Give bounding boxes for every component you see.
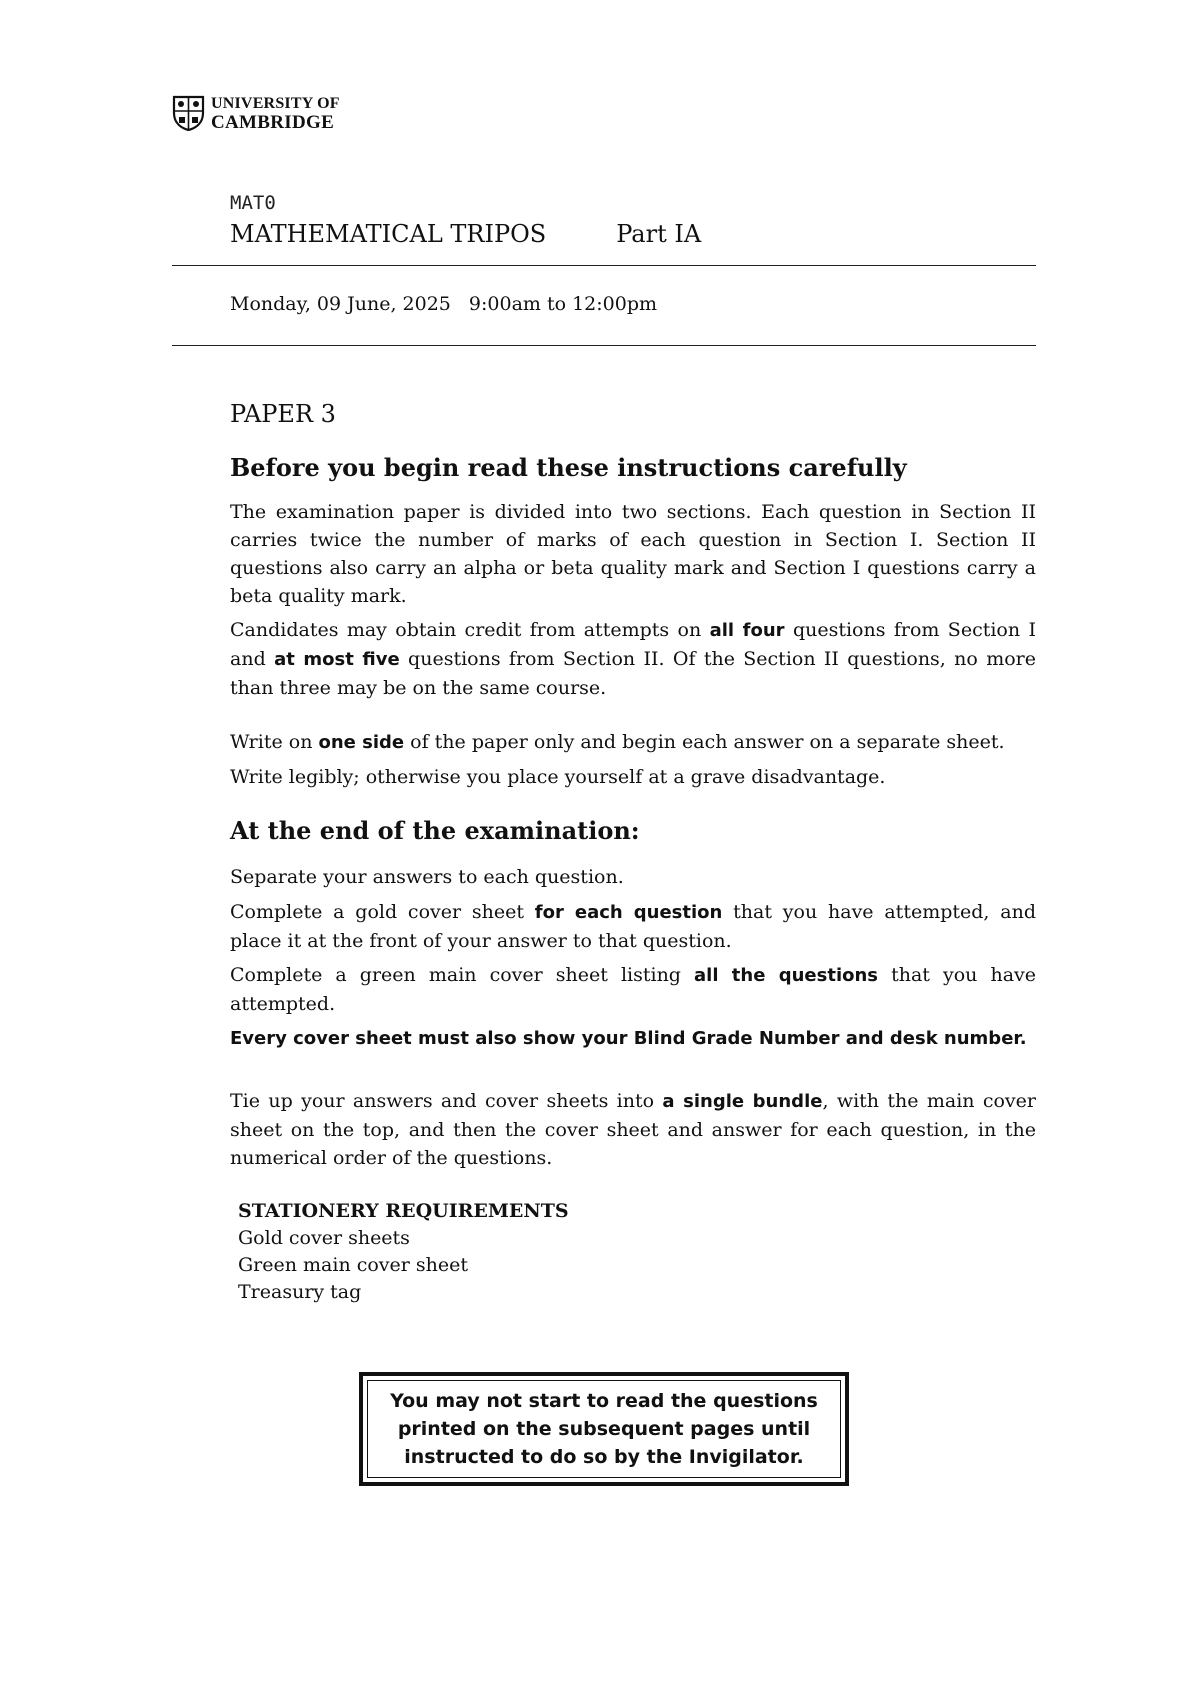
- exam-title-row: [230, 220, 701, 248]
- logo-wordmark: [211, 94, 340, 132]
- top-rule: [172, 265, 1036, 266]
- instructions-paragraph-4: Write legibly; otherwise you place yourself at a grave disadvantage.: [230, 766, 886, 788]
- instructions-heading: Before you begin read these instructions carefully: [230, 453, 907, 482]
- notice-line-1: You may not start to read the questions: [390, 1390, 818, 1412]
- exam-date: Monday, 09 June, 2025: [230, 293, 451, 315]
- exam-datetime: [230, 293, 657, 315]
- end-paragraph-2: Complete a gold cover sheet for each question that you have attempted, and place it at the front of your answer to that question.: [230, 901, 1036, 952]
- university-crest-icon: [172, 95, 205, 131]
- notice-line-2: printed on the subsequent pages until: [397, 1418, 811, 1440]
- end-heading: At the end of the examination:: [230, 816, 640, 845]
- instructions-paragraph-3: Write on one side of the paper only and begin each answer on a separate sheet.: [230, 731, 1005, 753]
- invigilator-notice: [367, 1380, 841, 1478]
- logo-line-2: CAMBRIDGE: [211, 112, 335, 133]
- logo-line-1: UNIVERSITY OF: [211, 95, 340, 112]
- instructions-paragraph-1: The examination paper is divided into two sections. Each question in Section II carries twice the number of marks of each question in Section I. Section II questions also carry an alpha or beta quality mark and Section I questions carry a beta quality mark.: [230, 501, 1036, 607]
- exam-time: 9:00am to 12:00pm: [468, 293, 658, 315]
- end-paragraph-4: Every cover sheet must also show your Blind Grade Number and desk number.: [230, 1028, 1027, 1049]
- instructions-paragraph-2: Candidates may obtain credit from attempts on all four questions from Section I and at most five questions from Section II. Of the Section II questions, no more than three may be on the same course.: [230, 619, 1036, 699]
- end-paragraph-3: Complete a green main cover sheet listing all the questions that you have attempted.: [230, 964, 1037, 1015]
- exam-code: MAT0: [230, 192, 276, 214]
- stationery-title: STATIONERY REQUIREMENTS: [238, 1200, 569, 1222]
- stationery-item: Green main cover sheet: [238, 1254, 469, 1276]
- notice-line-3: instructed to do so by the Invigilator.: [404, 1446, 804, 1468]
- end-paragraph-1: Separate your answers to each question.: [230, 866, 624, 888]
- exam-part: Part IA: [616, 220, 702, 248]
- exam-title: MATHEMATICAL TRIPOS: [230, 220, 547, 248]
- end-paragraph-5: Tie up your answers and cover sheets into a single bundle, with the main cover sheet on the top, and then the cover sheet and answer for each question, in the numerical order of the questions.: [230, 1090, 1036, 1169]
- stationery-requirements: [238, 1198, 569, 1306]
- paper-number: PAPER 3: [230, 400, 336, 428]
- bottom-rule: [172, 345, 1036, 346]
- stationery-item: Treasury tag: [238, 1281, 362, 1303]
- invigilator-notice-box: [359, 1372, 849, 1486]
- university-logo: [172, 94, 340, 132]
- stationery-item: Gold cover sheets: [238, 1227, 410, 1249]
